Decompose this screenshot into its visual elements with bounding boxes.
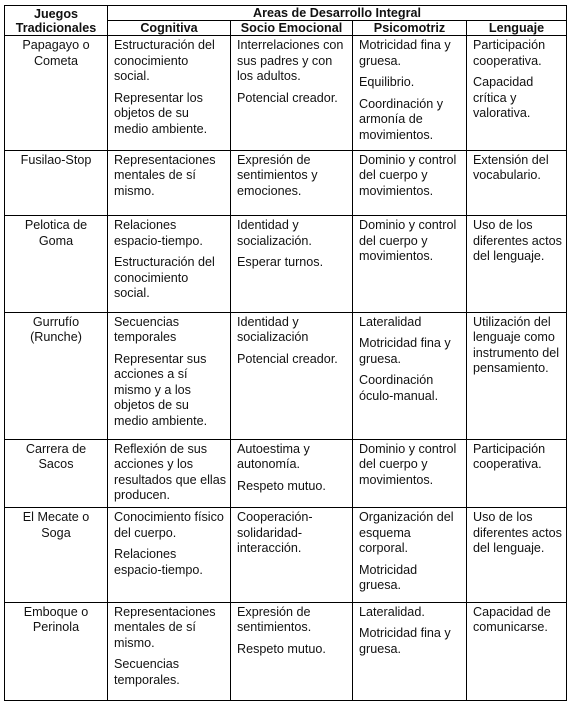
- lenguaje-cell: [467, 150, 567, 216]
- cell-item: Participación cooperativa.: [473, 38, 546, 68]
- game-name: Gurrufío (Runche): [5, 312, 108, 439]
- socio-emocional-cell: [231, 312, 353, 439]
- socio-emocional-cell: [231, 36, 353, 151]
- cell-item: Coordinación y armonía de movimientos.: [359, 96, 444, 142]
- cell-item: Expresión de sentimientos.: [237, 604, 312, 635]
- cell-item: Identidad y socialización: [237, 314, 309, 345]
- cell-item: Lateralidad.: [359, 604, 425, 619]
- cell-item: Capacidad crítica y valorativa.: [473, 75, 534, 120]
- cell-item: Secuencias temporales.: [114, 657, 180, 687]
- cell-item: Representar los objetos de su medio ambiente.: [114, 90, 208, 136]
- header-row-top: [5, 6, 567, 21]
- cell-item: Potencial creador.: [237, 90, 338, 105]
- cognitiva-cell: [108, 439, 231, 508]
- cell-item: Representar sus acciones a sí mismo y a los objetos de su medio ambiente.: [114, 351, 208, 428]
- cell-item: Relaciones espacio-tiempo.: [114, 218, 203, 248]
- cell-item: Reflexión de sus acciones y los resultados que ellas producen.: [114, 441, 227, 503]
- cell-item: Autoestima y autonomía.: [237, 441, 310, 472]
- cognitiva-cell: [108, 602, 231, 700]
- socio-emocional-cell: [231, 602, 353, 700]
- game-name: Papagayo o Cometa: [5, 36, 108, 151]
- psicomotriz-cell: [353, 150, 467, 216]
- cell-item: Utilización del lenguaje como instrumento del pensamiento.: [473, 314, 560, 376]
- games-column-header: Juegos Tradicionales: [5, 6, 108, 36]
- psicomotriz-cell: [353, 312, 467, 439]
- socio-emocional-cell: [231, 508, 353, 602]
- cell-item: Motricidad fina y gruesa.: [359, 38, 451, 68]
- cell-item: Cooperación-solidaridad-interacción.: [237, 510, 313, 556]
- socio-emocional-cell: [231, 216, 353, 312]
- cell-item: Estructuración del conocimiento social.: [114, 255, 215, 301]
- table-body: [5, 36, 567, 701]
- cell-item: Representaciones mentales de sí mismo.: [114, 152, 216, 198]
- cognitiva-cell: [108, 36, 231, 151]
- cell-item: Respeto mutuo.: [237, 641, 326, 656]
- lenguaje-cell: [467, 439, 567, 508]
- cell-item: Participación cooperativa.: [473, 441, 546, 472]
- cognitiva-cell: [108, 216, 231, 312]
- table-row: [5, 439, 567, 508]
- lenguaje-cell: [467, 36, 567, 151]
- game-name: Carrera de Sacos: [5, 439, 108, 508]
- game-name: Fusilao-Stop: [5, 150, 108, 216]
- lenguaje-cell: [467, 312, 567, 439]
- cell-item: Interrelaciones con sus padres y con los adultos.: [237, 38, 344, 83]
- cell-item: Uso de los diferentes actos del lenguaje.: [473, 510, 562, 556]
- cognitiva-cell: [108, 312, 231, 439]
- psicomotriz-cell: [353, 36, 467, 151]
- cell-item: Dominio y control del cuerpo y movimientos.: [359, 218, 457, 264]
- cell-item: Equilibrio.: [359, 75, 415, 89]
- game-name: Emboque o Perinola: [5, 602, 108, 700]
- cell-item: Potencial creador.: [237, 351, 338, 366]
- psicomotriz-cell: [353, 439, 467, 508]
- cell-item: Coordinación óculo-manual.: [359, 373, 439, 403]
- psicomotriz-cell: [353, 216, 467, 312]
- game-name: El Mecate o Soga: [5, 508, 108, 602]
- cell-item: Extensión del vocabulario.: [473, 152, 549, 183]
- lenguaje-header: Lenguaje: [467, 21, 567, 36]
- table-row: [5, 312, 567, 439]
- lenguaje-cell: [467, 508, 567, 602]
- game-name: Pelotica de Goma: [5, 216, 108, 312]
- cognitiva-cell: [108, 508, 231, 602]
- cell-item: Identidad y socialización.: [237, 218, 312, 248]
- cell-item: Motricidad fina y gruesa.: [359, 336, 451, 366]
- psicomotriz-cell: [353, 508, 467, 602]
- psicomotriz-header: Psicomotriz: [353, 21, 467, 36]
- cell-item: Representaciones mentales de sí mismo.: [114, 604, 216, 650]
- cell-item: Organización del esquema corporal.: [359, 510, 454, 556]
- cell-item: Dominio y control del cuerpo y movimientos.: [359, 152, 457, 198]
- table-row: [5, 36, 567, 151]
- table-row: [5, 216, 567, 312]
- psicomotriz-cell: [353, 602, 467, 700]
- cell-item: Secuencias temporales: [114, 314, 180, 345]
- cell-item: Respeto mutuo.: [237, 478, 326, 493]
- development-table: [4, 5, 567, 701]
- table-row: [5, 602, 567, 700]
- cell-item: Motricidad fina y gruesa.: [359, 626, 451, 656]
- socio-emocional-cell: [231, 150, 353, 216]
- table-row: [5, 508, 567, 602]
- cell-item: Expresión de sentimientos y emociones.: [237, 152, 318, 198]
- lenguaje-cell: [467, 602, 567, 700]
- table-header: [5, 6, 567, 36]
- cognitiva-header: Cognitiva: [108, 21, 231, 36]
- cell-item: Capacidad de comunicarse.: [473, 604, 551, 635]
- cell-item: Uso de los diferentes actos del lenguaje.: [473, 218, 562, 264]
- cognitiva-cell: [108, 150, 231, 216]
- lenguaje-cell: [467, 216, 567, 312]
- socio-emocional-cell: [231, 439, 353, 508]
- cell-item: Motricidad gruesa.: [359, 562, 418, 593]
- cell-item: Conocimiento físico del cuerpo.: [114, 510, 224, 540]
- socio-emocional-header: Socio Emocional: [231, 21, 353, 36]
- areas-header: Areas de Desarrollo Integral: [108, 6, 567, 21]
- cell-item: Lateralidad: [359, 314, 422, 329]
- cell-item: Esperar turnos.: [237, 255, 324, 270]
- cell-item: Estructuración del conocimiento social.: [114, 38, 215, 83]
- cell-item: Dominio y control del cuerpo y movimientos.: [359, 441, 457, 487]
- cell-item: Relaciones espacio-tiempo.: [114, 547, 203, 577]
- table-row: [5, 150, 567, 216]
